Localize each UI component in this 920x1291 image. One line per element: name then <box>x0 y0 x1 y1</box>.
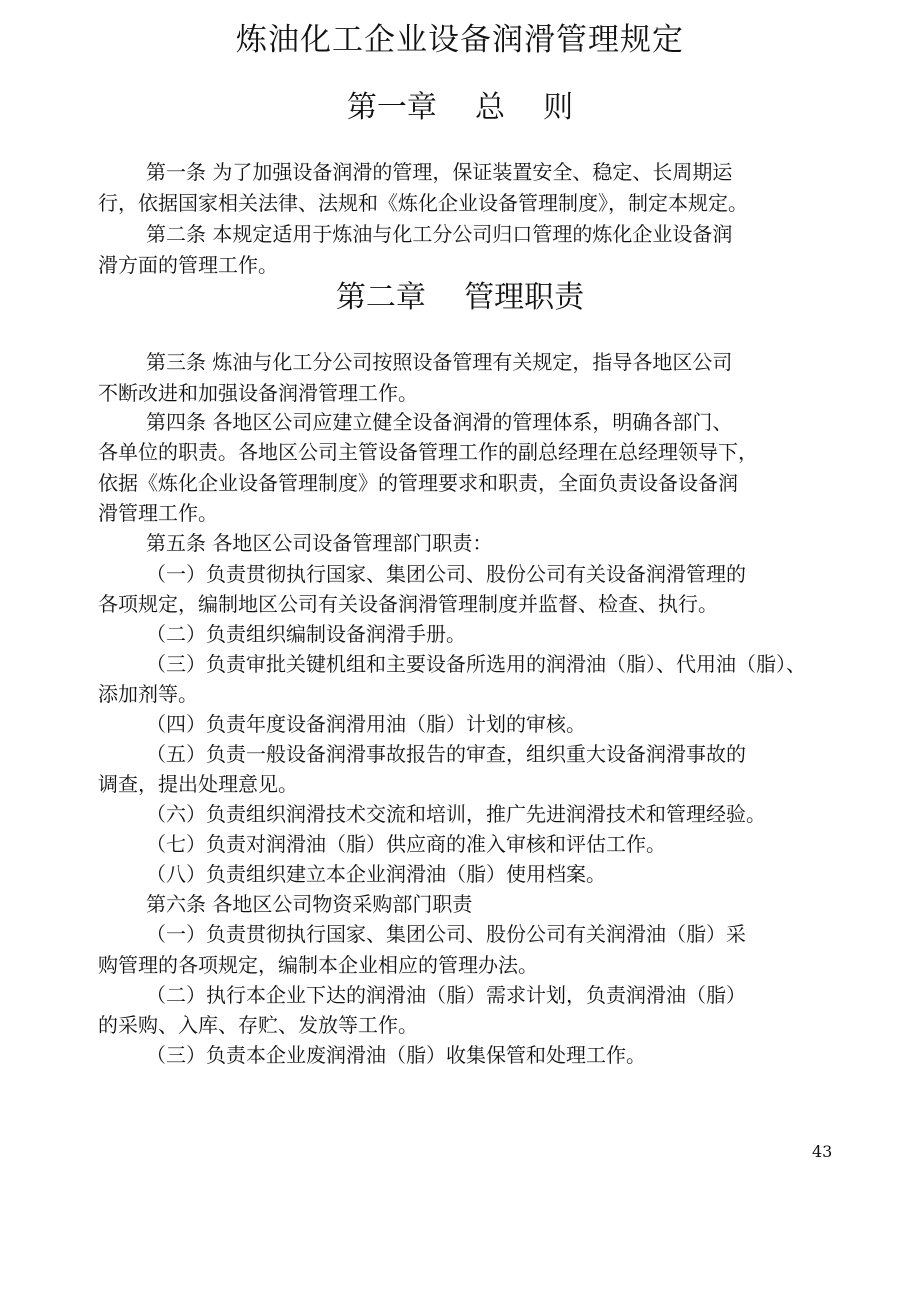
chapter-1-heading: 第一章 总 则 <box>346 90 574 125</box>
paragraph-line: （五）负责一般设备润滑事故报告的审查，组织重大设备润滑事故的 <box>146 742 746 766</box>
paragraph-line: 第六条 各地区公司物资采购部门职责 <box>146 892 473 916</box>
paragraph-line: 不断改进和加强设备润滑管理工作。 <box>98 381 418 405</box>
paragraph-line: （六）负责组织润滑技术交流和培训，推广先进润滑技术和管理经验。 <box>146 802 766 826</box>
paragraph-line: （三）负责审批关键机组和主要设备所选用的润滑油（脂）、代用油（脂）、 <box>146 652 806 676</box>
paragraph-line: 行，依据国家相关法律、法规和《炼化企业设备管理制度》，制定本规定。 <box>98 191 748 215</box>
paragraph-line: 滑管理工作。 <box>98 501 218 525</box>
paragraph-line: （七）负责对润滑油（脂）供应商的准入审核和评估工作。 <box>146 832 666 856</box>
paragraph-line: （四）负责年度设备润滑用油（脂）计划的审核。 <box>146 712 586 736</box>
document-title: 炼油化工企业设备润滑管理规定 <box>236 22 684 58</box>
paragraph-line: 购管理的各项规定，编制本企业相应的管理办法。 <box>98 953 538 977</box>
paragraph-line: 滑方面的管理工作。 <box>98 253 278 277</box>
paragraph-line: 调查，提出处理意见。 <box>98 772 298 796</box>
paragraph-line: （三）负责本企业废润滑油（脂）收集保管和处理工作。 <box>146 1043 646 1067</box>
paragraph-line: 第二条 本规定适用于炼油与化工分公司归口管理的炼化企业设备润 <box>146 222 733 246</box>
paragraph-line: 的采购、入库、存贮、发放等工作。 <box>98 1013 418 1037</box>
paragraph-line: 第四条 各地区公司应建立健全设备润滑的管理体系，明确各部门、 <box>146 410 733 434</box>
paragraph-line: 第三条 炼油与化工分公司按照设备管理有关规定，指导各地区公司 <box>146 350 733 374</box>
paragraph-line: 第一条 为了加强设备润滑的管理，保证装置安全、稳定、长周期运 <box>146 160 733 184</box>
page-number: 43 <box>812 1142 833 1161</box>
paragraph-line: （八）负责组织建立本企业润滑油（脂）使用档案。 <box>146 862 606 886</box>
paragraph-line: （一）负责贯彻执行国家、集团公司、股份公司有关设备润滑管理的 <box>146 562 746 586</box>
paragraph-line: （二）执行本企业下达的润滑油（脂）需求计划，负责润滑油（脂） <box>146 983 746 1007</box>
chapter-2-heading: 第二章 管理职责 <box>335 280 585 315</box>
paragraph-line: 第五条 各地区公司设备管理部门职责： <box>146 531 493 555</box>
paragraph-line: 添加剂等。 <box>98 682 198 706</box>
paragraph-line: 各单位的职责。各地区公司主管设备管理工作的副总经理在总经理领导下， <box>98 440 758 464</box>
paragraph-line: 各项规定，编制地区公司有关设备润滑管理制度并监督、检查、执行。 <box>98 592 718 616</box>
paragraph-line: （二）负责组织编制设备润滑手册。 <box>146 622 466 646</box>
paragraph-line: （一）负责贯彻执行国家、集团公司、股份公司有关润滑油（脂）采 <box>146 922 746 946</box>
paragraph-line: 依据《炼化企业设备管理制度》的管理要求和职责，全面负责设备设备润 <box>98 471 738 495</box>
